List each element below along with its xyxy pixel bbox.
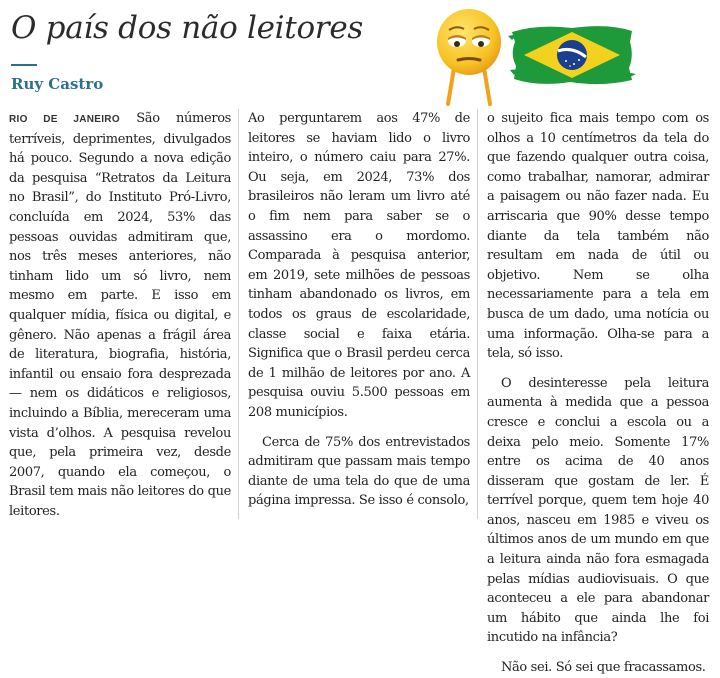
paragraph-5	[487, 658, 709, 678]
paragraph-4	[487, 374, 709, 648]
brazil-flag-icon	[508, 22, 636, 88]
paragraph-2-continued: Ao perguntarem aos 47% de leitores se haviam lido o livro inteiro, o número caiu para 27%. Ou seja, em 2024, 73% dos brasileiros não leram um livro até o fim nem para saber se o assassino era o mordomo. Comparada à pesquisa anterior, em 2019, sete milhões de pessoas tinham abandonado os livros, em todos os graus de escolaridade, classe social e faixa etária. Significa que o Brasil perdeu cerca de 1 milhão de leitores por ano. A pesquisa ouviu 5.500 pessoas em 208 municípios.	[248, 111, 470, 420]
headline: O país dos não leitores	[11, 10, 363, 46]
article-column-2	[248, 109, 470, 511]
paragraph-3-text: Cerca de 75% dos entrevistados admitiram que passam mais tempo diante de uma tela do que de uma página impressa. Se isso é consolo,	[248, 434, 470, 509]
paragraph-4-text: O desinteresse pela leitura aumenta à medida que a pessoa cresce e conclui a escola ou a deixa pelo meio. Somente 17% entre os acima de 40 anos disseram que gostam de ler. É terrível porque, quem tem hoje 40 anos, nasceu em 1985 e viveu os últimos anos de um mundo em que a leitura ainda não fora esmagada pelas mídias audiovisuais. O que aconteceu a ele para abandonar um hábito que ainda lhe foi incutido na infância?	[487, 375, 709, 646]
paragraph-3	[248, 433, 470, 511]
author-rule	[11, 64, 37, 66]
author-name: Ruy Castro	[11, 75, 104, 93]
paragraph-1-text: São números terríveis, deprimentes, divulgados há pouco. Segundo a nova edição da pesquisa “Retratos da Leitura no Brasil”, do Instituto Pró-Livro, concluída em 2024, 53% das pessoas ouvidas admitiram que, nos três meses anteriores, não tinham lido um só livro, nem mesmo em parte. E isso em qualquer mídia, física ou digital, e gênero. Não apenas a frágil área de literatura, biografia, história, infantil ou ensaio fora desprezada — nem os didáticos e religiosos, incluindo a Bíblia, mereceram uma vista d’olhos. A pesquisa revelou que, pela primeira vez, desde 2007, quando ela começou, o Brasil tem mais não leitores do que leitores.	[9, 111, 231, 519]
article-column-1	[9, 109, 231, 531]
column-divider	[238, 109, 239, 519]
column-divider	[477, 109, 478, 519]
paragraph-3-continued: o sujeito fica mais tempo com os olhos a 10 centímetros da tela do que fazendo qualquer outra coisa, como trabalhar, namorar, admirar a paisagem ou não fazer nada. Eu arriscaria que 90% desse tempo diante da tela também não resultam em nada de útil ou objetivo. Nem se olha necessariamente para a tela em busca de um dado, uma notícia ou uma informação. Olha-se para a tela, só isso.	[487, 111, 709, 362]
paragraph-5-text: Não sei. Só sei que fracassamos.	[501, 660, 706, 676]
paragraph	[9, 109, 231, 521]
dateline: RIO DE JANEIRO	[9, 114, 120, 125]
bored-face-emoji-icon	[432, 8, 506, 110]
article-column-3	[487, 109, 709, 678]
